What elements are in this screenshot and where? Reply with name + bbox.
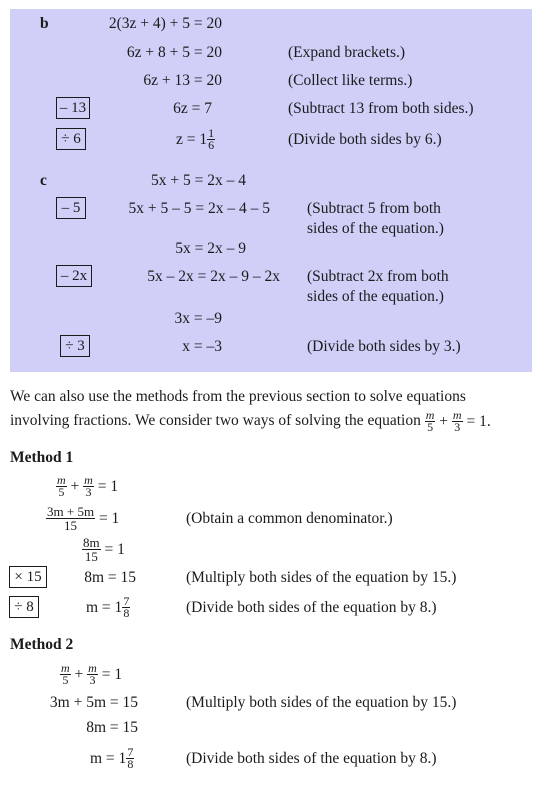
m1-note-2: (Multiply both sides of the equation by 15.)	[186, 569, 457, 586]
b-final-num: 1	[208, 126, 215, 140]
worked-example-panel	[10, 9, 532, 372]
c-note-2b: sides of the equation.)	[307, 288, 444, 305]
b-note-3: (Subtract 13 from both sides.)	[288, 100, 474, 117]
b-note-4: (Divide both sides by 6.)	[288, 131, 442, 148]
op-box-divide-8: ÷ 8	[9, 596, 39, 618]
m2-final-fraction	[126, 747, 134, 770]
m2-frac-m3-num: m	[88, 661, 97, 675]
m1-note-1: (Obtain a common denominator.)	[186, 510, 393, 527]
m2-plus: +	[74, 665, 84, 683]
m2-equation-1	[60, 663, 122, 686]
intro-frac-m5	[425, 410, 436, 433]
c-note-1a: (Subtract 5 from both	[307, 200, 441, 217]
b-equation-2: 6z + 8 + 5 = 20	[126, 44, 222, 61]
m2-frac-m5-num: m	[61, 661, 70, 675]
m1-frac-m5-den: 5	[58, 485, 65, 499]
part-b-label: b	[40, 15, 49, 32]
m1-final-den: 8	[123, 606, 130, 620]
m2-equation-2: 3m + 5m = 15	[49, 694, 138, 711]
c-note-1b: sides of the equation.)	[307, 220, 444, 237]
m1-frac-m3	[83, 475, 94, 498]
op-box-minus-2x: – 2x	[56, 265, 92, 287]
m2-frac-m3	[87, 663, 98, 686]
intro-frac-m3-num: m	[452, 408, 462, 422]
c-equation-1: 5x + 5 = 2x – 4	[151, 172, 246, 189]
m2-frac-m5	[60, 663, 71, 686]
b-final-den: 6	[208, 138, 215, 152]
m1-8m-frac	[82, 536, 101, 563]
m1-eq1-rhs: = 1	[97, 477, 119, 495]
c-equation-2: 5x + 5 – 5 = 2x – 4 – 5	[128, 200, 270, 217]
m1-equation-4: 8m = 15	[84, 569, 136, 586]
intro-frac-m5-den: 5	[427, 420, 434, 434]
intro-frac-m3	[452, 410, 463, 433]
b-equation-3: 6z + 13 = 20	[143, 72, 222, 89]
m2-final-num: 7	[127, 745, 134, 759]
m2-frac-m3-den: 3	[89, 673, 96, 687]
intro-line-2-text: involving fractions. We consider two ways of solving the equation	[10, 412, 421, 430]
m1-equation-1	[56, 475, 118, 498]
intro-plus: +	[439, 412, 449, 430]
op-box-times-15: × 15	[9, 566, 47, 588]
part-c-label: c	[40, 172, 47, 189]
intro-line-1: We can also use the methods from the previous section to solve equations	[10, 388, 466, 405]
b-note-1: (Expand brackets.)	[288, 44, 406, 61]
m1-eq3-rhs: = 1	[104, 540, 125, 558]
m1-equation-5-text: m = 1	[86, 598, 123, 616]
c-equation-4: 5x – 2x = 2x – 9 – 2x	[147, 268, 280, 285]
c-note-3: (Divide both sides by 3.)	[307, 338, 461, 355]
intro-frac-m3-den: 3	[454, 420, 461, 434]
m1-frac-m5	[56, 475, 67, 498]
m2-note-2: (Divide both sides of the equation by 8.)	[186, 750, 437, 767]
intro-frac-m5-num: m	[425, 408, 435, 422]
op-box-divide-3: ÷ 3	[60, 335, 90, 357]
m1-common-den: 15	[64, 518, 78, 533]
m1-8m-den: 15	[84, 549, 98, 564]
m1-final-fraction	[122, 596, 130, 619]
c-equation-3: 5x = 2x – 9	[175, 240, 246, 257]
m1-frac-m5-num: m	[57, 473, 66, 487]
b-final-fraction	[207, 128, 215, 151]
m1-equation-3	[82, 536, 125, 563]
m2-eq1-rhs: = 1	[101, 665, 123, 683]
b-equation-5	[176, 128, 215, 151]
m2-equation-4-text: m = 1	[90, 749, 127, 767]
op-box-divide-6: ÷ 6	[56, 128, 86, 150]
m2-equation-4	[90, 747, 134, 770]
m2-frac-m5-den: 5	[62, 673, 69, 687]
m2-equation-3: 8m = 15	[86, 719, 138, 736]
op-box-minus-5: – 5	[56, 197, 86, 219]
c-equation-5: 3x = –9	[174, 310, 222, 327]
m1-plus: +	[70, 477, 80, 495]
m1-equation-2	[46, 505, 119, 532]
intro-equals: = 1.	[466, 412, 491, 430]
c-equation-6: x = –3	[182, 338, 222, 355]
m1-frac-m3-den: 3	[85, 485, 92, 499]
b-equation-5-text: z = 1	[176, 130, 208, 148]
m1-common-frac	[46, 505, 95, 532]
m1-equation-5	[86, 596, 130, 619]
method-2-heading: Method 2	[10, 636, 74, 653]
m1-eq2-rhs: = 1	[98, 509, 120, 527]
m1-frac-m3-num: m	[84, 473, 93, 487]
m2-note-1: (Multiply both sides of the equation by 15.)	[186, 694, 457, 711]
c-note-2a: (Subtract 2x from both	[307, 268, 449, 285]
b-note-2: (Collect like terms.)	[288, 72, 413, 89]
op-box-minus-13: – 13	[56, 97, 90, 119]
b-equation-4: 6z = 7	[173, 100, 212, 117]
method-1-heading: Method 1	[10, 449, 74, 466]
m1-note-3: (Divide both sides of the equation by 8.)	[186, 599, 437, 616]
m1-common-num: 3m + 5m	[47, 504, 95, 519]
intro-line-2	[10, 410, 491, 433]
m1-final-num: 7	[123, 594, 130, 608]
m1-8m-num: 8m	[83, 535, 100, 550]
b-equation-1: 2(3z + 4) + 5 = 20	[108, 15, 222, 32]
m2-final-den: 8	[127, 757, 134, 771]
